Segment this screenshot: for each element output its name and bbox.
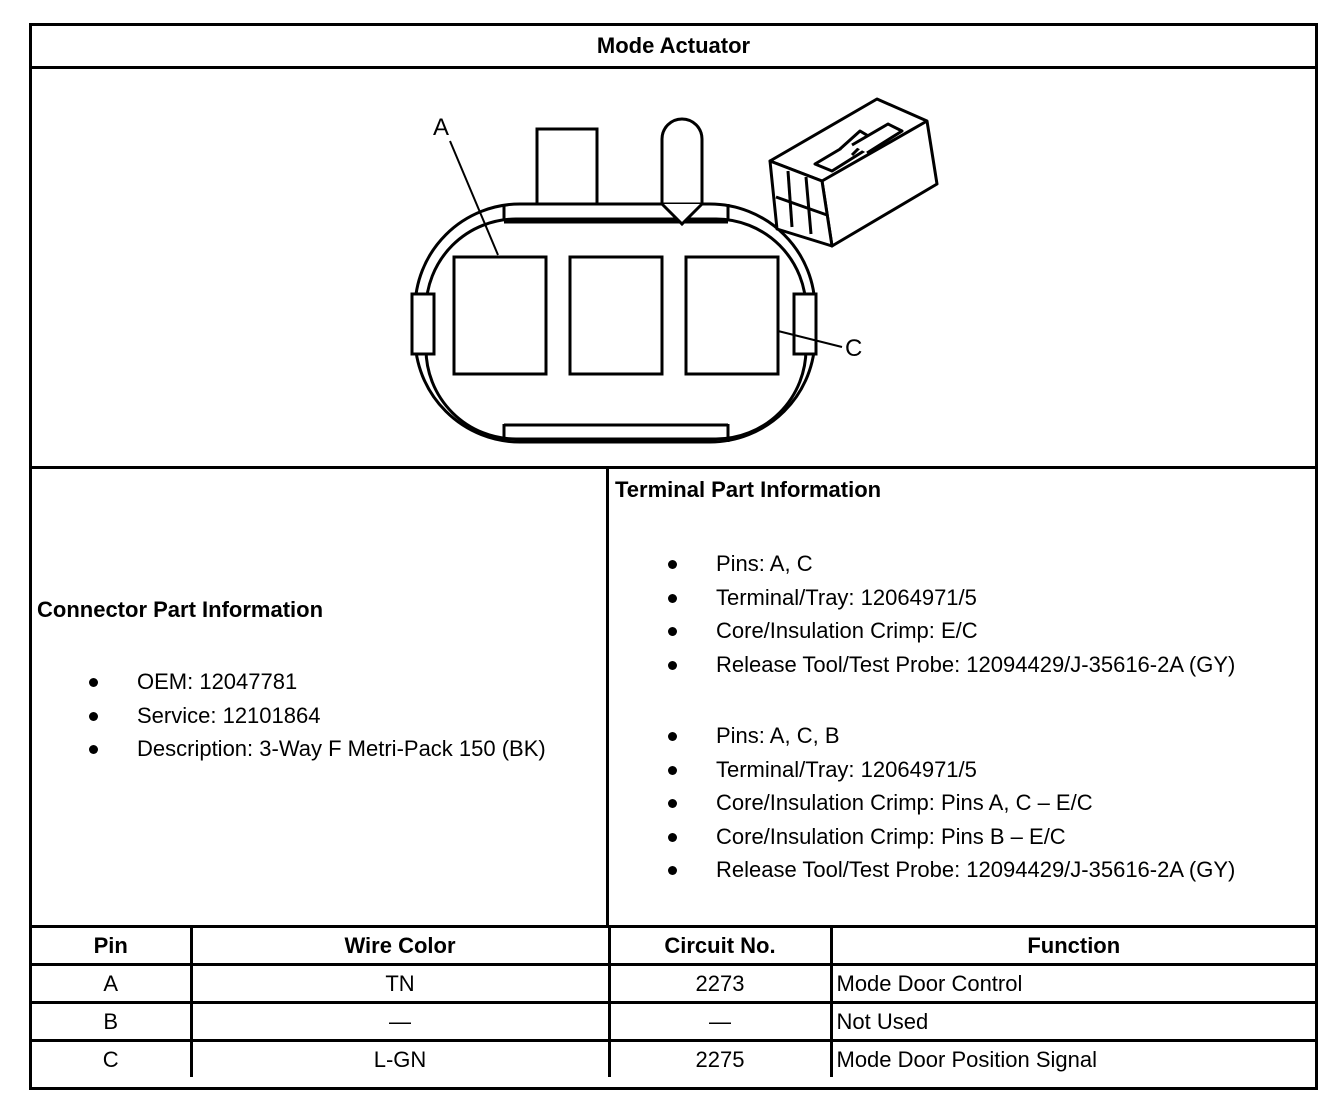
page-title: Mode Actuator — [32, 26, 1315, 69]
function-cell: Mode Door Position Signal — [831, 1041, 1315, 1078]
pin-table — [32, 925, 1315, 1077]
column-header-circuit: Circuit No. — [609, 927, 831, 965]
connector-heading: Connector Part Information — [37, 597, 324, 622]
bullet-icon — [668, 732, 677, 741]
column-header-function: Function — [831, 927, 1315, 965]
table-header-row — [32, 927, 1315, 965]
wire-color-cell: TN — [191, 965, 609, 1003]
function-cell: Mode Door Control — [831, 965, 1315, 1003]
wire-color-cell: L-GN — [191, 1041, 609, 1078]
cavity-b — [570, 257, 662, 374]
cavity-c — [686, 257, 778, 374]
bullet-icon — [89, 712, 98, 721]
circuit-cell: — — [609, 1003, 831, 1041]
connector-drawing — [32, 69, 1315, 469]
right-latch — [794, 294, 816, 354]
connector-face — [412, 119, 816, 442]
pin-cell: A — [32, 965, 191, 1003]
label-c: C — [845, 335, 863, 362]
cavity-a — [454, 257, 546, 374]
bullet-icon — [668, 594, 677, 603]
bullet-icon — [668, 661, 677, 670]
terminal-part-info: Terminal Part Information Pins: A, C Terminal/Tray: 12064971/5 Core/Insulation Crimp: E/C Release Tool/Test Probe: 12094429/J-35616-2A (GY) Pins: A, C, B Terminal/Tray: 12064971/5 Core/Insulation Crimp: Pins A, C – E/C Core/Insulation Crimp: Pins B – E/C Release Tool/Test Probe: 12094429/J-35616-2A (GY) — [615, 477, 1236, 882]
column-header-pin: Pin — [32, 927, 191, 965]
pin-cell: B — [32, 1003, 191, 1041]
pin-cell: C — [32, 1041, 191, 1078]
table-row — [32, 1003, 1315, 1041]
connector-sheet — [29, 23, 1318, 1090]
bullet-icon — [668, 866, 677, 875]
bullet-icon — [89, 678, 98, 687]
label-a: A — [433, 114, 450, 141]
bullet-icon — [89, 745, 98, 754]
column-header-wire-color: Wire Color — [191, 927, 609, 965]
terminal-heading: Terminal Part Information — [615, 477, 882, 502]
connector-face-svg — [32, 69, 1315, 469]
circuit-cell: 2273 — [609, 965, 831, 1003]
connector-part-info: Connector Part Information OEM: 12047781 Service: 12101864 Description: 3-Way F Metri-Pack 150 (BK) — [32, 469, 609, 925]
bullet-icon — [668, 766, 677, 775]
bullet-icon — [668, 833, 677, 842]
bullet-icon — [668, 799, 677, 808]
bullet-icon — [668, 627, 677, 636]
top-tab — [537, 129, 597, 204]
wire-color-cell: — — [191, 1003, 609, 1041]
bullet-icon — [668, 560, 677, 569]
function-cell: Not Used — [831, 1003, 1315, 1041]
table-row — [32, 1041, 1315, 1078]
left-latch — [412, 294, 434, 354]
connector-3d-icon — [770, 99, 937, 246]
top-key — [662, 119, 702, 204]
circuit-cell: 2275 — [609, 1041, 831, 1078]
table-row — [32, 965, 1315, 1003]
